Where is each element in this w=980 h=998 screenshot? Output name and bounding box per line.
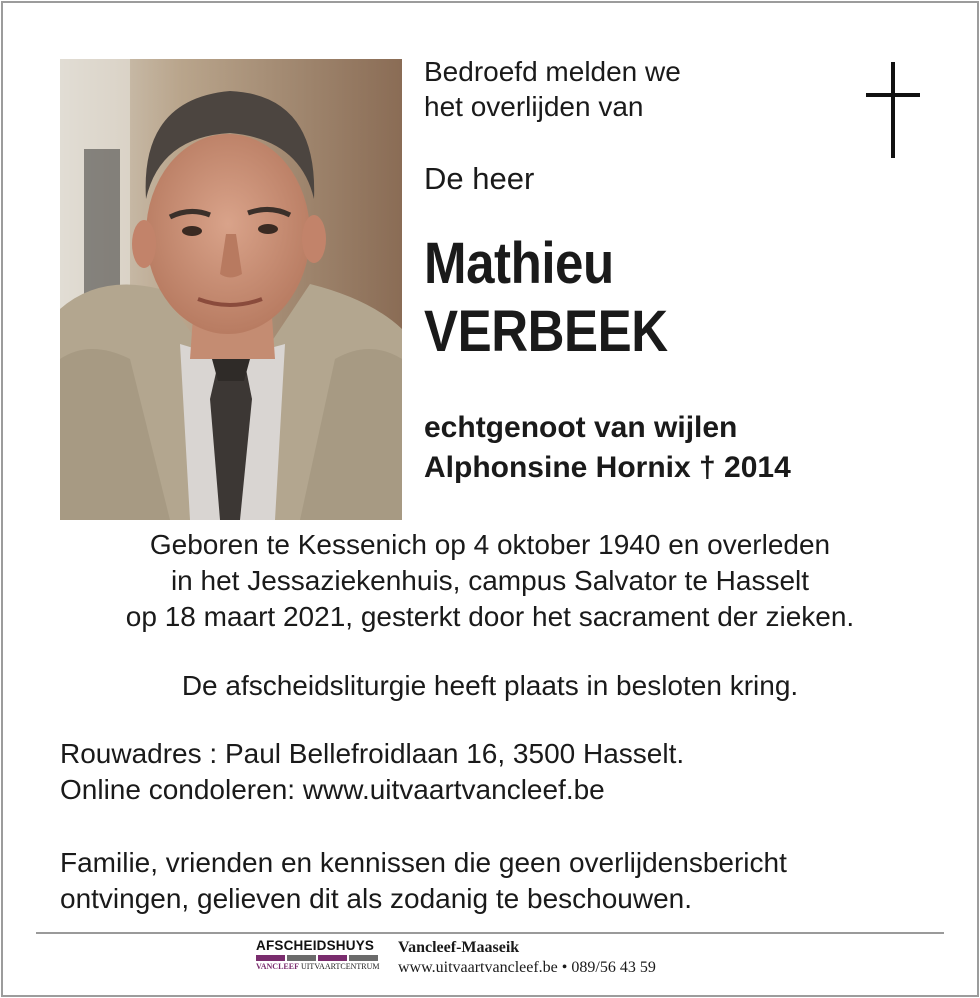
born-line-3: op 18 maart 2021, gesterkt door het sacrament der zieken. xyxy=(125,601,855,632)
birth-death-details xyxy=(0,527,980,635)
family-line-2: ontvingen, gelieven dit als zodanig te beschouwen. xyxy=(60,883,692,914)
portrait-image xyxy=(60,59,402,520)
footer-phone[interactable]: 089/56 43 59 xyxy=(571,959,656,976)
intro-text xyxy=(424,54,681,124)
intro-line-1: Bedroefd melden we xyxy=(424,56,681,87)
born-line-2: in het Jessaziekenhuis, campus Salvator te Hasselt xyxy=(170,565,810,596)
logo-vancleef: VANCLEEF xyxy=(256,962,299,971)
born-line-1: Geboren te Kessenich op 4 oktober 1940 en overleden xyxy=(149,529,831,560)
last-name: VERBEEK xyxy=(424,299,668,364)
footer-website[interactable]: www.uitvaartvancleef.be xyxy=(398,959,558,976)
logo-title: AFSCHEIDSHUYS xyxy=(256,938,375,953)
logo-center-text: UITVAARTCENTRUM xyxy=(300,962,380,971)
footer-divider xyxy=(36,932,944,934)
footer-contact-line xyxy=(398,958,656,978)
funeral-home-logo xyxy=(256,938,380,976)
liturgy-text: De afscheidsliturgie heeft plaats in besloten kring. xyxy=(181,670,799,701)
spouse-info xyxy=(424,408,791,488)
footer-separator: • xyxy=(561,959,568,976)
mourning-address: Rouwadres : Paul Bellefroidlaan 16, 3500 Hasselt. xyxy=(60,738,685,769)
portrait-photo xyxy=(60,59,402,520)
first-name: Mathieu xyxy=(424,231,614,296)
spouse-line-2: Alphonsine Hornix † 2014 xyxy=(424,451,791,484)
family-notice xyxy=(60,845,787,917)
company-name: Vancleef-Maaseik xyxy=(398,939,520,956)
logo-subtitle xyxy=(256,961,380,973)
family-line-1: Familie, vrienden en kennissen die geen overlijdensbericht xyxy=(60,847,787,878)
footer-info xyxy=(398,938,656,978)
intro-line-2: het overlijden van xyxy=(424,91,644,122)
honorific: De heer xyxy=(424,161,535,196)
spouse-line-1: echtgenoot van wijlen xyxy=(424,411,738,444)
deceased-name xyxy=(424,230,668,366)
contact-info xyxy=(60,736,684,808)
cross-icon xyxy=(864,62,922,158)
online-condolences[interactable]: Online condoleren: www.uitvaartvancleef.be xyxy=(60,774,605,805)
